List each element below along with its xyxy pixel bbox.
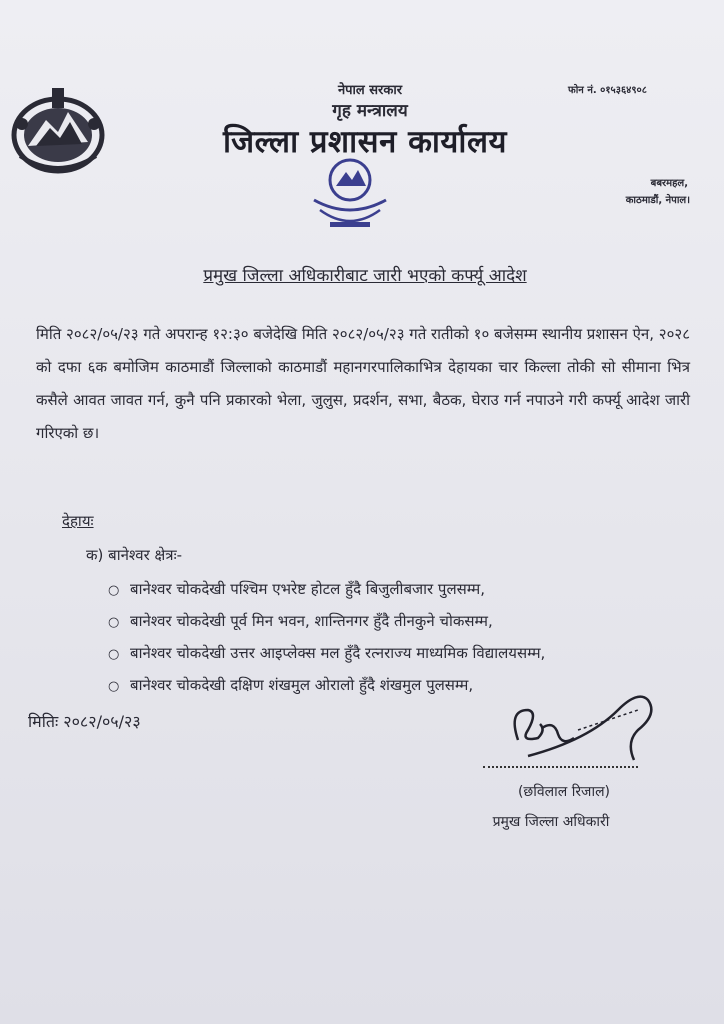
phone-number: फोन नं. ०१५३६४९०८ [568,85,647,96]
section-heading: क) बानेश्वर क्षेत्रः- [86,546,183,564]
office-title: जिल्ला प्रशासन कार्यालय [223,124,507,160]
signature-icon [498,680,668,770]
address-line-1: बबरमहल, [650,178,688,189]
circle-bullet-icon: ○ [108,647,120,662]
ministry-label: गृह मन्त्रालय [332,101,408,121]
circle-bullet-icon: ○ [108,679,120,694]
document-title: प्रमुख जिल्ला अधिकारीबाट जारी भएको कर्फ्यू आदेश [203,266,527,286]
list-item: ○ बानेश्वर चोकदेखी पश्चिम एभरेष्ट होटल हुँदै बिजुलीबजार पुलसम्म, [108,573,708,605]
issue-date: मितिः २०८२/०५/२३ [28,712,141,731]
list-item: ○ बानेश्वर चोकदेखी पूर्व मिन भवन, शान्तिनगर हुँदै तीनकुने चोकसम्म, [108,605,708,637]
signature-line [483,766,638,768]
nepal-emblem-icon [6,80,110,180]
circle-bullet-icon: ○ [108,583,120,598]
order-body: मिति २०८२/०५/२३ गते अपरान्ह १२:३० बजेदेखि मिति २०८२/०५/२३ गते रातीको १० बजेसम्म स्थानीय प्रशासन ऐन, २०२८ को दफा ६क बमोजिम काठमाडौं जिल्लाको काठमाडौं महानगरपालिकाभित्र देहायका चार किल्ला तोकी सो सीमाना भित्र कसैले आवत जावत गर्न, कुनै पनि प्रकारको भेला, जुलुस, प्रदर्शन, सभा, बैठक, घेराउ गर्न नपाउने गरी कर्फ्यू आदेश जारी गरिएको छ। [36,325,690,442]
signer-title: प्रमुख जिल्ला अधिकारी [492,814,610,830]
circle-bullet-icon: ○ [108,615,120,630]
dehay-label: देहायः [62,512,94,530]
government-label: नेपाल सरकार [337,83,403,98]
list-item: ○ बानेश्वर चोकदेखी दक्षिण शंखमुल ओरालो हुँदै शंखमुल पुलसम्म, [108,669,708,701]
list-item: ○ बानेश्वर चोकदेखी उत्तर आइप्लेक्स मल हुँदै रत्नराज्य माध्यमिक विद्यालयसम्म, [108,637,708,669]
office-stamp-icon [300,150,400,240]
address-line-2: काठमाडौं, नेपाल। [625,195,690,206]
signer-name: (छविलाल रिजाल) [517,784,611,800]
